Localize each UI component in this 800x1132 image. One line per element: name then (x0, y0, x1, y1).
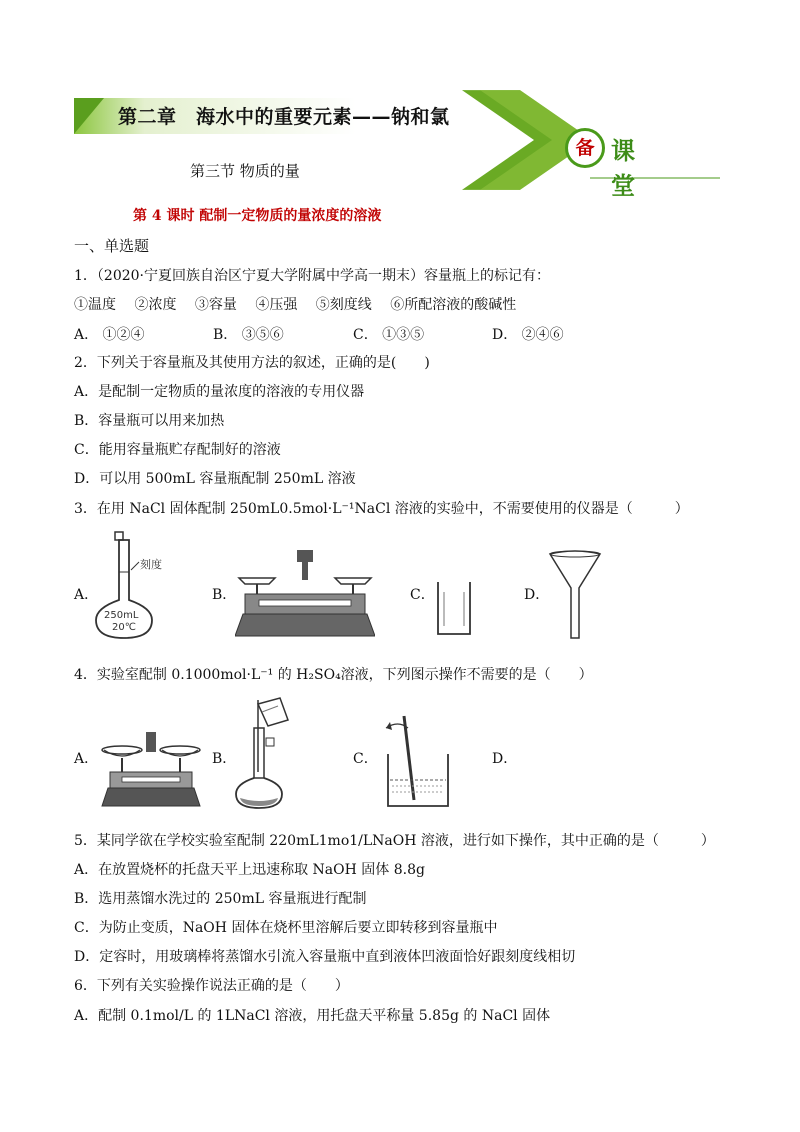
q4-label-a: A． (74, 751, 99, 767)
q1-option-c: C． ①③⑤ (353, 327, 425, 343)
q2-option-a: A．是配制一定物质的量浓度的溶液的专用仪器 (74, 384, 365, 400)
q4-stem: 4．实验室配制 0.1000mol·L⁻¹ 的 H₂SO₄溶液，下列图示操作不需要的是（ ） (74, 667, 593, 683)
q5-option-d: D．定容时，用玻璃棒将蒸馏水引流入容量瓶中直到液体凹液面恰好跟刻度线相切 (74, 949, 576, 965)
q2-stem: 2．下列关于容量瓶及其使用方法的叙述，正确的是( ) (74, 355, 430, 371)
q2-option-d: D．可以用 500mL 容量瓶配制 250mL 溶液 (74, 471, 356, 487)
q3-label-d: D． (524, 587, 550, 603)
q1-items: ①温度 ②浓度 ③容量 ④压强 ⑤刻度线 ⑥所配溶液的酸碱性 (74, 297, 517, 313)
q3-label-c: C． (410, 587, 435, 603)
header-banner (0, 0, 800, 200)
q1-option-a: A． ①②④ (74, 327, 145, 343)
section-title: 第三节 物质的量 (190, 162, 300, 180)
flask-mark-label: 刻度 (140, 558, 162, 571)
part-title: 一、单选题 (74, 237, 150, 255)
q5-stem: 5．某同学欲在学校实验室配制 220mL1mo1/LNaOH 溶液，进行如下操作，其中正确的是（ ） (74, 833, 715, 849)
q3-label-b: B． (212, 587, 237, 603)
q6-stem: 6．下列有关实验操作说法正确的是（ ） (74, 978, 349, 994)
transfer-solution-icon (232, 694, 298, 810)
q1-option-d: D． ②④⑥ (492, 327, 564, 343)
q5-option-c: C．为防止变质，NaOH 固体在烧杯里溶解后要立即转移到容量瓶中 (74, 920, 498, 936)
q3-label-a: A． (74, 587, 99, 603)
logo-mark: 备 (565, 128, 605, 168)
chapter-title: 第二章 海水中的重要元素——钠和氯 (118, 106, 450, 128)
flask-volume-label: 250mL (104, 610, 139, 621)
lesson-title: 第 4 课时 配制一定物质的量浓度的溶液 (133, 208, 382, 224)
balance-icon (235, 548, 375, 638)
tray-balance-icon (100, 728, 202, 808)
q5-option-b: B．选用蒸馏水洗过的 250mL 容量瓶进行配制 (74, 891, 367, 907)
q2-option-b: B．容量瓶可以用来加热 (74, 413, 225, 429)
q3-stem: 3．在用 NaCl 固体配制 250mL0.5mol·L⁻¹NaCl 溶液的实验中，不需要使用的仪器是（ ） (74, 501, 689, 517)
logo-text: 课堂 (611, 137, 637, 200)
q5-option-a: A．在放置烧杯的托盘天平上迅速称取 NaOH 固体 8.8g (74, 862, 425, 878)
q4-label-b: B． (212, 751, 237, 767)
q4-label-d: D． (492, 751, 518, 767)
q1-option-b: B． ③⑤⑥ (213, 327, 284, 343)
beaker-icon (434, 578, 474, 638)
stirring-beaker-icon (378, 714, 458, 810)
q1-stem: 1．（2020·宁夏回族自治区宁夏大学附属中学高一期末）容量瓶上的标记有： (74, 268, 550, 284)
q6-option-a: A．配制 0.1mol/L 的 1LNaCl 溶液，用托盘天平称量 5.85g 的 NaCl 固体 (74, 1008, 551, 1024)
funnel-icon (548, 550, 602, 642)
q2-option-c: C．能用容量瓶贮存配制好的溶液 (74, 442, 281, 458)
q4-label-c: C． (353, 751, 378, 767)
flask-temp-label: 20℃ (112, 622, 136, 633)
